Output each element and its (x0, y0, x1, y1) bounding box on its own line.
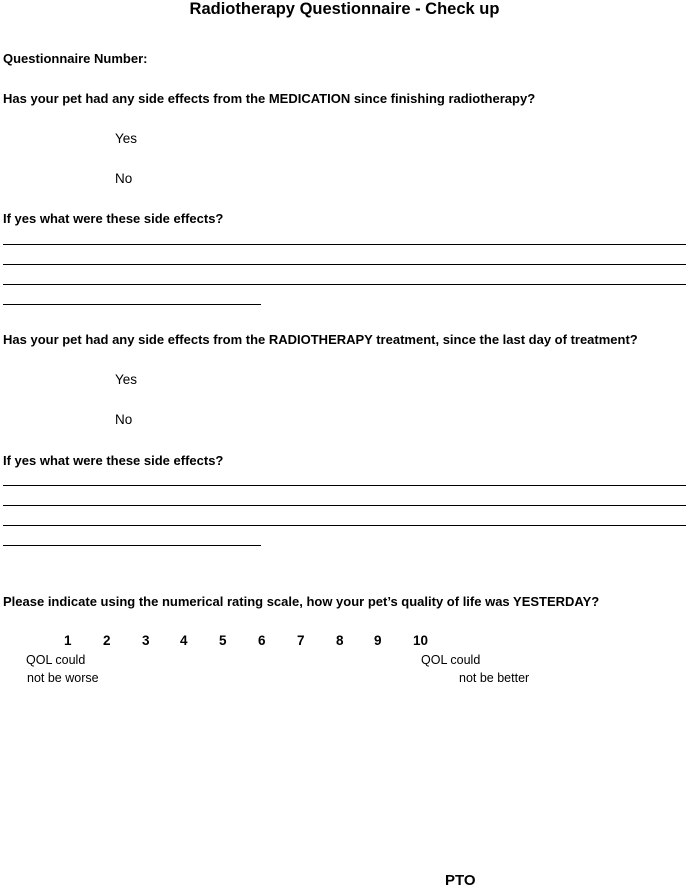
questionnaire-number-label: Questionnaire Number: (3, 51, 148, 66)
medication-question: Has your pet had any side effects from the MEDICATION since finishing radiotherapy? (3, 91, 536, 106)
medication-answer-line-1[interactable] (3, 244, 686, 245)
radiotherapy-question: Has your pet had any side effects from the RADIOTHERAPY treatment, since the last day of treatment? (3, 332, 638, 347)
radiotherapy-option-yes[interactable]: Yes (115, 372, 138, 387)
radiotherapy-answer-line-1[interactable] (3, 485, 686, 486)
qol-scale-7[interactable]: 7 (297, 633, 305, 648)
qol-low-label-line2: not be worse (27, 671, 99, 685)
qol-high-label-line2: not be better (459, 671, 530, 685)
medication-option-no[interactable]: No (115, 171, 133, 186)
qol-scale-5[interactable]: 5 (219, 633, 227, 648)
qol-question: Please indicate using the numerical rating scale, how your pet’s quality of life was YESTERDAY? (3, 594, 600, 609)
qol-scale-9[interactable]: 9 (374, 633, 382, 648)
page-title: Radiotherapy Questionnaire - Check up (189, 0, 500, 18)
qol-scale-8[interactable]: 8 (336, 633, 344, 648)
qol-scale-10[interactable]: 10 (413, 633, 429, 648)
medication-answer-line-2[interactable] (3, 264, 686, 265)
qol-scale-2[interactable]: 2 (103, 633, 111, 648)
pto-footer: PTO (445, 872, 476, 889)
medication-followup-label: If yes what were these side effects? (3, 211, 224, 226)
radiotherapy-option-no[interactable]: No (115, 412, 133, 427)
radiotherapy-followup-label: If yes what were these side effects? (3, 453, 224, 468)
medication-option-yes[interactable]: Yes (115, 131, 138, 146)
qol-high-label-line1: QOL could (421, 653, 481, 667)
qol-scale-6[interactable]: 6 (258, 633, 266, 648)
medication-answer-line-3[interactable] (3, 284, 686, 285)
qol-scale-3[interactable]: 3 (142, 633, 150, 648)
medication-answer-line-4[interactable] (3, 304, 261, 305)
qol-low-label-line1: QOL could (26, 653, 86, 667)
radiotherapy-answer-line-4[interactable] (3, 545, 261, 546)
qol-scale-1[interactable]: 1 (64, 633, 72, 648)
radiotherapy-answer-line-3[interactable] (3, 525, 686, 526)
radiotherapy-answer-line-2[interactable] (3, 505, 686, 506)
qol-scale-4[interactable]: 4 (180, 633, 188, 648)
